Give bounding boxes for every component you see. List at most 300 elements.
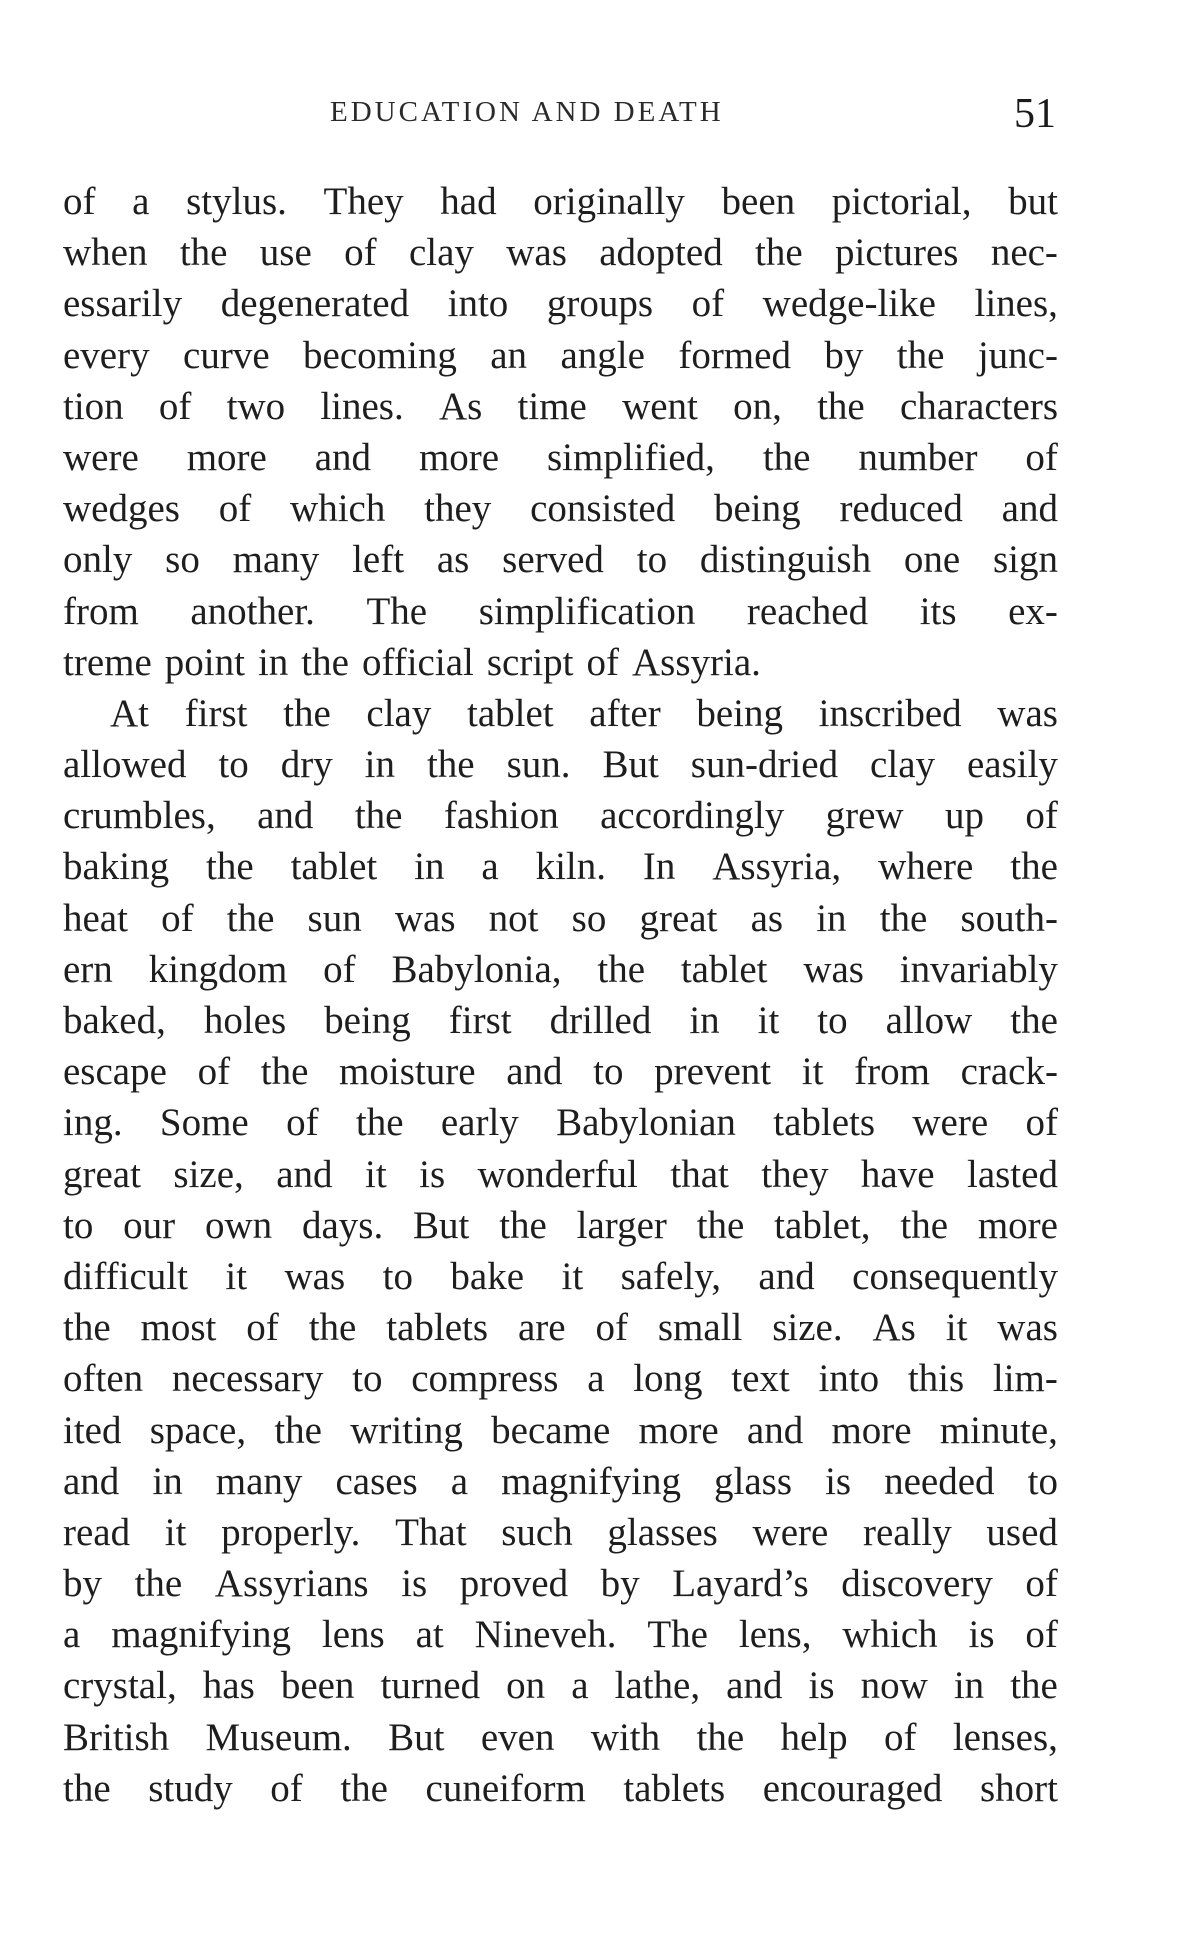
- word: the: [354, 794, 403, 838]
- word: tablets: [623, 1766, 726, 1810]
- word: baking: [63, 845, 170, 889]
- word: long: [633, 1357, 703, 1401]
- word: help: [780, 1715, 848, 1759]
- word: of: [246, 1306, 279, 1350]
- word: are: [517, 1306, 566, 1350]
- word: really: [862, 1510, 952, 1554]
- word: tablet: [467, 691, 554, 735]
- word: the: [260, 1050, 309, 1094]
- word: every: [63, 333, 150, 377]
- word: heat: [63, 896, 128, 940]
- word: treme: [63, 640, 152, 684]
- word: with: [590, 1715, 661, 1759]
- word: time: [517, 384, 587, 428]
- word: pictorial,: [831, 180, 972, 223]
- word: consisted: [530, 487, 676, 531]
- word: went: [622, 384, 698, 428]
- word: Museum.: [205, 1715, 352, 1759]
- word: the: [1010, 845, 1058, 889]
- word: of: [344, 231, 377, 275]
- word: the: [896, 333, 945, 377]
- text-line: [63, 1405, 1058, 1456]
- word: in: [257, 640, 289, 684]
- word: cases: [335, 1459, 418, 1503]
- word: wedges: [63, 487, 180, 531]
- word: tion: [63, 384, 124, 428]
- word: into: [818, 1357, 880, 1401]
- word: the: [755, 231, 803, 275]
- word: tablet,: [774, 1203, 871, 1247]
- word: have: [860, 1152, 935, 1196]
- word: the: [283, 691, 331, 735]
- word: so: [165, 538, 200, 582]
- word: served: [502, 538, 604, 582]
- word: and: [746, 1408, 804, 1452]
- word: the: [426, 743, 475, 787]
- word: of: [218, 487, 252, 531]
- word: tablet: [290, 845, 378, 889]
- word: the: [879, 896, 928, 940]
- word: where: [878, 845, 974, 889]
- word: another.: [190, 589, 315, 633]
- word: bake: [450, 1254, 525, 1298]
- text-line: [63, 1660, 1058, 1711]
- word: the: [817, 384, 865, 428]
- word: allow: [885, 999, 973, 1042]
- word: adopted: [599, 231, 723, 275]
- word: nec-: [990, 231, 1058, 275]
- word: the: [308, 1306, 357, 1350]
- word: two: [226, 384, 286, 428]
- word: were: [63, 435, 139, 479]
- word: simplified,: [547, 435, 715, 479]
- word: the: [900, 1203, 949, 1247]
- word: lines,: [974, 282, 1058, 326]
- word: inscribed: [818, 691, 962, 735]
- word: glasses: [607, 1510, 718, 1554]
- word: first: [448, 999, 512, 1042]
- word: to: [593, 1050, 624, 1094]
- word: ited: [63, 1408, 122, 1452]
- word: early: [440, 1101, 519, 1145]
- word: and: [506, 1050, 563, 1094]
- word: more: [977, 1203, 1058, 1247]
- word: and: [63, 1459, 120, 1503]
- word: is: [825, 1459, 852, 1503]
- word: the: [179, 231, 228, 275]
- word: encouraged: [762, 1766, 943, 1810]
- word: magnifying: [501, 1459, 681, 1503]
- word: more: [831, 1408, 912, 1452]
- word: Assyrians: [214, 1562, 369, 1606]
- word: it: [757, 999, 780, 1042]
- word: distinguish: [699, 538, 872, 582]
- word: moisture: [339, 1050, 476, 1094]
- word: the: [134, 1562, 183, 1606]
- word: of: [161, 896, 194, 940]
- text-line: [63, 176, 1058, 227]
- word: ern: [63, 947, 113, 991]
- word: were: [752, 1510, 829, 1554]
- word: sun-dried: [690, 743, 839, 787]
- word: originally: [533, 180, 685, 223]
- word: formed: [678, 333, 791, 377]
- word: tablets: [386, 1306, 489, 1350]
- word: the: [696, 1715, 745, 1759]
- word: consequently: [852, 1254, 1058, 1298]
- word: was: [997, 1306, 1058, 1350]
- word: it: [164, 1510, 187, 1554]
- word: of: [286, 1101, 319, 1145]
- word: crystal,: [63, 1664, 177, 1708]
- word: characters: [899, 384, 1058, 428]
- word: used: [986, 1510, 1058, 1554]
- word: which: [842, 1613, 938, 1657]
- word: often: [63, 1357, 144, 1401]
- word: groups: [546, 282, 654, 326]
- text-line: [63, 688, 1058, 739]
- text-line: [63, 1609, 1058, 1660]
- word: by: [63, 1562, 102, 1606]
- word: the: [274, 1408, 322, 1452]
- word: being: [714, 487, 801, 531]
- word: that: [670, 1152, 729, 1196]
- word: and: [276, 1152, 333, 1196]
- word: curve: [183, 333, 270, 377]
- word: use: [259, 231, 312, 275]
- word: of: [158, 384, 192, 428]
- word: lasted: [966, 1152, 1058, 1196]
- word: needed: [884, 1459, 995, 1503]
- word: to: [1027, 1459, 1058, 1503]
- word: of: [1025, 1613, 1058, 1657]
- word: left: [352, 538, 405, 582]
- word: which: [290, 487, 386, 531]
- word: They: [323, 180, 404, 223]
- word: lim-: [992, 1357, 1058, 1401]
- word: Babylonia,: [391, 947, 562, 991]
- word: in: [152, 1459, 183, 1503]
- running-head: [0, 91, 1179, 137]
- word: read: [63, 1510, 131, 1554]
- word: more: [638, 1408, 719, 1452]
- word: ing.: [63, 1101, 123, 1145]
- word: the: [63, 1766, 111, 1810]
- word: degenerated: [220, 282, 410, 326]
- word: was: [394, 896, 456, 940]
- text-line: [63, 1302, 1058, 1353]
- text-line: [63, 534, 1058, 585]
- word: at: [415, 1613, 444, 1657]
- word: of: [1025, 1562, 1058, 1606]
- word: Some: [159, 1101, 249, 1145]
- word: easily: [966, 743, 1058, 787]
- word: a: [450, 1459, 469, 1503]
- word: size.: [772, 1306, 843, 1350]
- text-line: [63, 995, 1058, 1046]
- word: is: [808, 1664, 835, 1708]
- text-line: [63, 1149, 1058, 1200]
- word: Assyria,: [712, 845, 842, 889]
- word: on: [506, 1664, 546, 1708]
- word: in: [364, 743, 396, 787]
- text-line: [63, 483, 1058, 534]
- word: pictures: [835, 231, 959, 275]
- word: in: [953, 1664, 985, 1708]
- word: been: [280, 1664, 355, 1708]
- word: it: [225, 1254, 248, 1298]
- word: size,: [173, 1152, 244, 1196]
- word: and: [1001, 487, 1058, 531]
- word: is: [419, 1152, 446, 1196]
- word: had: [440, 180, 497, 223]
- word: in: [689, 999, 720, 1042]
- word: study: [148, 1766, 233, 1810]
- word: the: [63, 1306, 111, 1350]
- word: small: [657, 1306, 743, 1350]
- word: it: [801, 1050, 824, 1094]
- word: accordingly: [600, 794, 785, 838]
- text-line: [63, 841, 1058, 892]
- text-line: [63, 1097, 1058, 1148]
- word: difficult: [63, 1254, 188, 1298]
- word: crack-: [960, 1050, 1058, 1094]
- word: even: [480, 1715, 555, 1759]
- word: But: [413, 1203, 470, 1247]
- word: Nineveh.: [474, 1613, 617, 1657]
- page-number: 51: [1014, 91, 1056, 137]
- word: were: [912, 1101, 989, 1145]
- word: ex-: [1008, 589, 1058, 633]
- word: a: [587, 1357, 605, 1401]
- word: dry: [280, 743, 333, 787]
- word: the: [499, 1203, 547, 1247]
- word: a: [132, 180, 150, 223]
- word: to: [817, 999, 848, 1042]
- word: minute,: [939, 1408, 1058, 1452]
- word: of: [1025, 435, 1058, 479]
- word: angle: [560, 333, 645, 377]
- word: At: [110, 691, 149, 735]
- word: the: [762, 435, 811, 479]
- word: stylus.: [186, 180, 287, 223]
- word: great: [639, 896, 718, 940]
- word: to: [382, 1254, 413, 1298]
- word: when: [63, 231, 148, 275]
- word: and: [314, 435, 372, 479]
- word: lens,: [738, 1613, 812, 1657]
- word: kiln.: [535, 845, 606, 889]
- word: short: [979, 1766, 1058, 1810]
- word: its: [919, 589, 957, 633]
- text-line: [63, 330, 1058, 381]
- word: as: [750, 896, 784, 940]
- text-line: [63, 381, 1058, 432]
- text-line: [63, 790, 1058, 841]
- word: from: [854, 1050, 930, 1094]
- body-text: [63, 176, 1058, 1814]
- word: point: [164, 640, 245, 684]
- word: In: [642, 845, 676, 889]
- word: the: [696, 1203, 745, 1247]
- word: to: [218, 743, 249, 787]
- word: a: [481, 845, 499, 889]
- text-line: [63, 1763, 1058, 1814]
- word: becoming: [303, 333, 457, 377]
- word: been: [721, 180, 796, 223]
- word: a: [571, 1664, 589, 1708]
- word: lens: [321, 1613, 385, 1657]
- word: was: [803, 947, 864, 991]
- text-line: [63, 944, 1058, 995]
- word: drilled: [549, 999, 652, 1042]
- word: clay: [408, 231, 474, 275]
- word: was: [284, 1254, 346, 1298]
- word: turned: [380, 1664, 481, 1708]
- word: of: [63, 180, 96, 223]
- word: was: [506, 231, 567, 275]
- word: this: [907, 1357, 965, 1401]
- word: discovery: [841, 1562, 993, 1606]
- word: into: [447, 282, 509, 326]
- word: official: [361, 640, 474, 684]
- word: safely,: [620, 1254, 721, 1298]
- word: tablets: [773, 1101, 876, 1145]
- word: by: [600, 1562, 640, 1606]
- word: escape: [63, 1050, 167, 1094]
- word: an: [490, 333, 528, 377]
- word: not: [488, 896, 539, 940]
- word: But: [388, 1715, 445, 1759]
- text-line: [63, 432, 1058, 483]
- word: is: [968, 1613, 995, 1657]
- word: The: [366, 589, 428, 633]
- word: writing: [350, 1408, 463, 1452]
- word: the: [597, 947, 646, 991]
- word: junc-: [977, 333, 1058, 377]
- text-line: [63, 586, 1058, 637]
- word: more: [418, 435, 500, 479]
- word: many: [215, 1459, 303, 1503]
- word: has: [202, 1664, 255, 1708]
- word: is: [401, 1562, 428, 1606]
- word: but: [1008, 180, 1058, 223]
- word: the: [206, 845, 254, 889]
- word: became: [491, 1408, 611, 1452]
- word: sun: [307, 896, 362, 940]
- word: space,: [149, 1408, 247, 1452]
- word: That: [395, 1510, 467, 1554]
- word: only: [63, 538, 133, 582]
- word: allowed: [63, 743, 187, 787]
- word: grew: [825, 794, 904, 838]
- word: so: [571, 896, 607, 940]
- word: crumbles,: [63, 794, 216, 838]
- word: own: [204, 1203, 273, 1247]
- word: invariably: [899, 947, 1058, 991]
- word: of: [1025, 794, 1058, 838]
- text-line: [63, 1456, 1058, 1507]
- word: of: [270, 1766, 303, 1810]
- word: kingdom: [148, 947, 288, 991]
- word: many: [232, 538, 320, 582]
- word: and: [758, 1254, 815, 1298]
- word: baked,: [63, 999, 166, 1042]
- word: now: [860, 1664, 928, 1708]
- text-line: [63, 1046, 1058, 1097]
- word: As: [438, 384, 483, 428]
- text-line: [63, 227, 1058, 278]
- word: of: [586, 640, 620, 684]
- word: sign: [992, 538, 1058, 582]
- text-line: [63, 1712, 1058, 1763]
- word: the: [340, 1766, 388, 1810]
- word: properly.: [221, 1510, 361, 1554]
- word: of: [197, 1050, 231, 1094]
- word: But: [602, 743, 659, 787]
- word: being: [696, 691, 784, 735]
- word: great: [63, 1152, 141, 1196]
- word: number: [858, 435, 978, 479]
- word: lines.: [320, 384, 404, 428]
- word: being: [324, 999, 411, 1042]
- word: it: [561, 1254, 584, 1298]
- word: clay: [870, 743, 936, 787]
- word: and: [257, 794, 314, 838]
- word: as: [436, 538, 470, 582]
- word: our: [123, 1203, 176, 1247]
- word: of: [323, 947, 356, 991]
- word: fashion: [443, 794, 559, 838]
- text-line: [63, 1251, 1058, 1302]
- word: from: [63, 589, 139, 633]
- text-line: [63, 637, 1058, 688]
- text-line: [63, 1558, 1058, 1609]
- word: reduced: [839, 487, 963, 531]
- word: most: [140, 1306, 217, 1350]
- word: they: [761, 1152, 829, 1196]
- word: larger: [576, 1203, 667, 1247]
- word: text: [731, 1357, 790, 1401]
- word: one: [903, 538, 961, 582]
- word: on,: [733, 384, 782, 428]
- word: essarily: [63, 282, 183, 326]
- word: Layard’s: [672, 1562, 809, 1606]
- word: days.: [301, 1203, 384, 1247]
- word: the: [301, 640, 349, 684]
- word: wonderful: [477, 1152, 638, 1196]
- word: script: [486, 640, 574, 684]
- word: magnifying: [111, 1613, 291, 1657]
- running-title: EDUCATION AND DEATH: [330, 96, 724, 128]
- word: of: [595, 1306, 628, 1350]
- word: lenses,: [952, 1715, 1058, 1759]
- text-line: [63, 1353, 1058, 1404]
- word: glass: [714, 1459, 793, 1503]
- text-line: [63, 278, 1058, 329]
- word: reached: [746, 589, 869, 633]
- word: in: [414, 845, 445, 889]
- text-line: [63, 1200, 1058, 1251]
- word: was: [997, 691, 1058, 735]
- word: Babylonian: [556, 1101, 736, 1145]
- word: they: [424, 487, 492, 531]
- word: such: [501, 1510, 573, 1554]
- word: by: [824, 333, 864, 377]
- text-line: [63, 739, 1058, 790]
- word: in: [816, 896, 847, 940]
- word: simplification: [478, 589, 696, 633]
